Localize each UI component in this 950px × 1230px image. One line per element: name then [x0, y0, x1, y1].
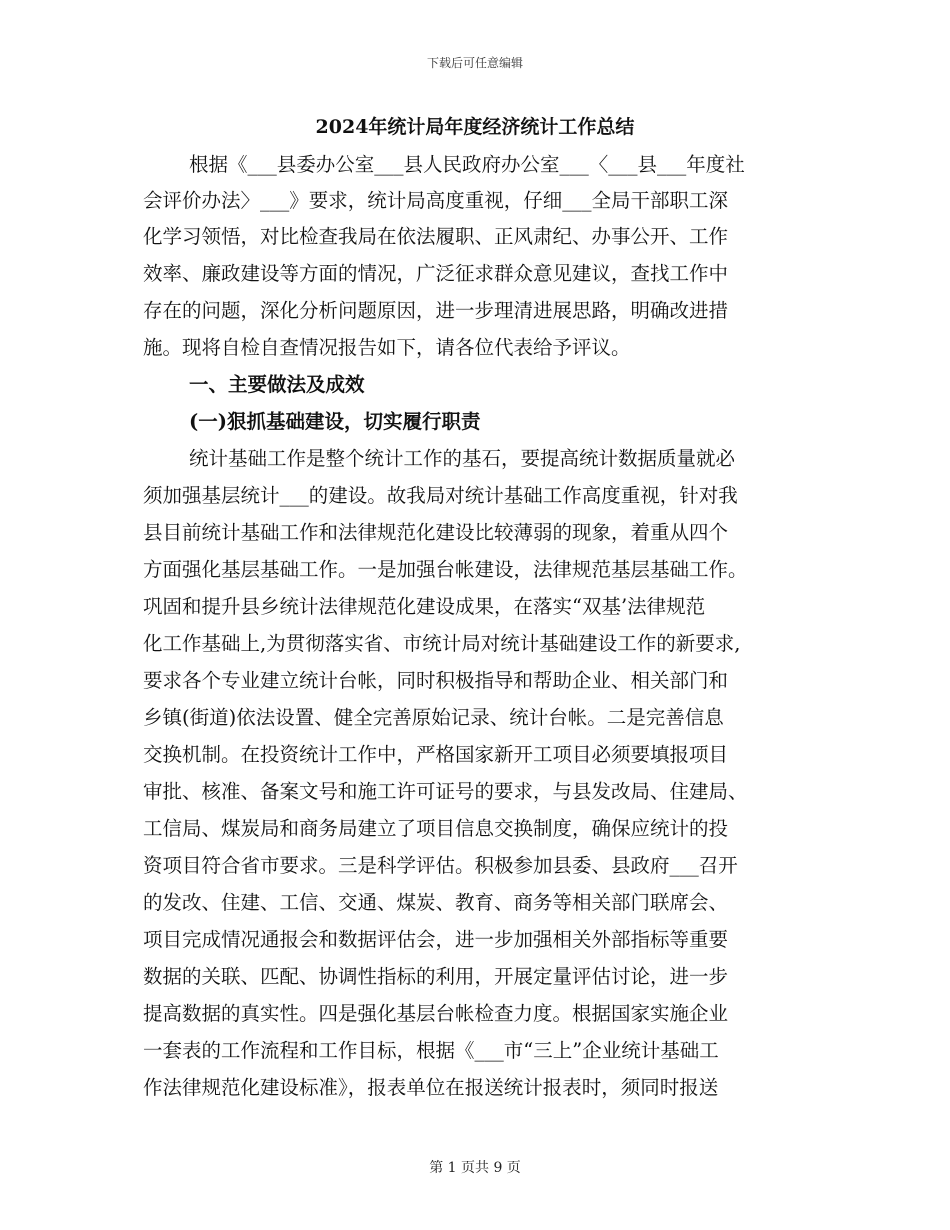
- body-line: 统计基础工作是整个统计工作的基石，要提高统计数据质量就必: [189, 447, 736, 470]
- body-line: 工信局、煤炭局和商务局建立了项目信息交换制度，确保应统计的投: [143, 817, 729, 840]
- body-line: 项目完成情况通报会和数据评估会，进一步加强相关外部指标等重要: [143, 928, 729, 951]
- page-number-footer: 第 1 页共 9 页: [429, 1160, 521, 1176]
- body-line: 提高数据的真实性。四是强化基层台帐检查力度。根据国家实施企业: [143, 1002, 729, 1025]
- body-line: 存在的问题，深化分析问题原因，进一步理清进展思路，明确改进措: [143, 299, 729, 322]
- body-line: 方面强化基层基础工作。一是加强台帐建设，法律规范基层基础工作。: [143, 558, 748, 581]
- body-line: 根据《___县委办公室___县人民政府办公室___〈___县___年度社: [189, 153, 745, 176]
- body-line: 要求各个专业建立统计台帐，同时积极指导和帮助企业、相关部门和: [143, 669, 729, 692]
- section-heading: 一、主要做法及成效: [189, 373, 365, 396]
- body-line: 交换机制。在投资统计工作中，严格国家新开工项目必须要填报项目: [143, 743, 729, 766]
- body-line: 县目前统计基础工作和法律规范化建设比较薄弱的现象，着重从四个: [143, 521, 729, 544]
- body-line: 乡镇(街道)依法设置、健全完善原始记录、统计台帐。二是完善信息: [143, 706, 724, 729]
- body-line: 化学习领悟，对比检查我局在依法履职、正风肃纪、办事公开、工作: [143, 225, 729, 248]
- body-line: 须加强基层统计___的建设。故我局对统计基础工作高度重视，针对我: [143, 484, 738, 507]
- body-line: 一套表的工作流程和工作目标，根据《___市“三上”企业统计基础工: [143, 1039, 719, 1062]
- subsection-heading: (一)狠抓基础建设，切实履行职责: [189, 410, 481, 433]
- page-header-note: 下载后可任意编辑: [426, 56, 523, 70]
- body-line: 审批、核准、备案文号和施工许可证号的要求，与县发改局、住建局、: [143, 780, 748, 803]
- body-line: 化工作基础上,为贯彻落实省、市统计局对统计基础建设工作的新要求,: [143, 632, 741, 655]
- body-line: 施。现将自检自查情况报告如下，请各位代表给予评议。: [143, 336, 631, 359]
- body-line: 效率、廉政建设等方面的情况，广泛征求群众意见建议，查找工作中: [143, 262, 729, 285]
- body-line: 会评价办法〉___》要求，统计局高度重视，仔细___全局干部职工深: [143, 189, 729, 212]
- body-line: 作法律规范化建设标准》，报表单位在报送统计报表时，须同时报送: [143, 1076, 719, 1099]
- body-line: 的发改、住建、工信、交通、煤炭、教育、商务等相关部门联席会、: [143, 891, 729, 914]
- body-line: 数据的关联、匹配、协调性指标的利用，开展定量评估讨论，进一步: [143, 965, 729, 988]
- body-line: 巩固和提升县乡统计法律规范化建设成果，在落实“双基’法律规范: [143, 595, 706, 618]
- body-line: 资项目符合省市要求。三是科学评估。积极参加县委、县政府___召开: [143, 854, 738, 877]
- document-title: 2024年统计局年度经济统计工作总结: [315, 116, 635, 138]
